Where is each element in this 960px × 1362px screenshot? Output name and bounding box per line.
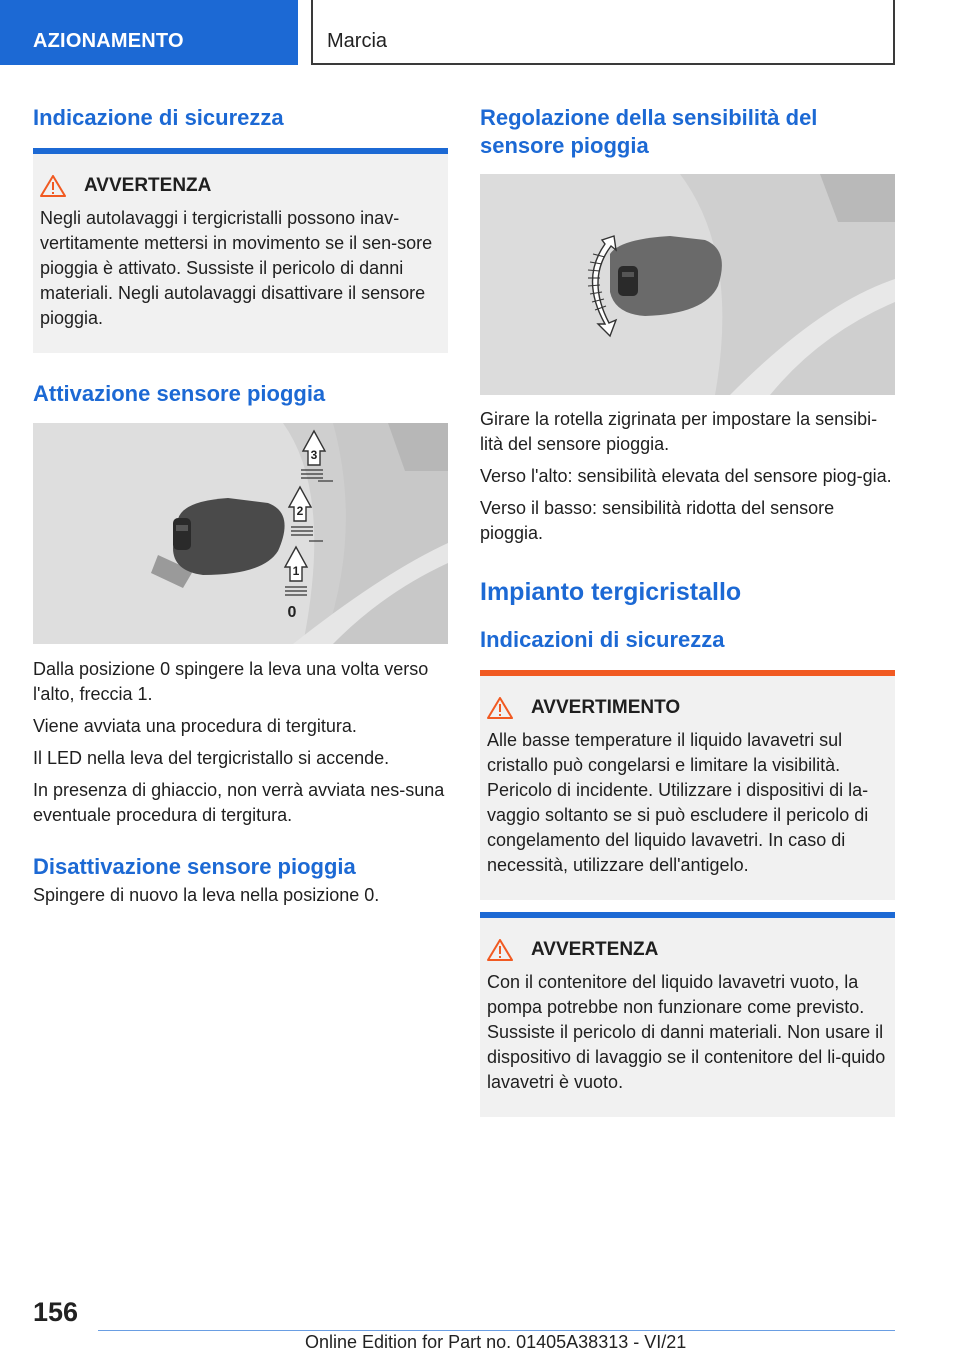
- warning-box: [480, 918, 895, 1117]
- warning-title-text: AVVERTENZA: [531, 939, 659, 960]
- chapter-title: Marcia: [311, 0, 895, 65]
- heading-safety: Indicazione di sicurezza: [33, 105, 284, 130]
- paragraph: Verso il basso: sensibilità ridotta del sensore pioggia.: [480, 498, 835, 543]
- paragraph: Il LED nella leva del tergicristallo si accende.: [33, 748, 390, 768]
- warning-title: [487, 696, 887, 720]
- paragraph: In presenza di ghiaccio, non verrà avviata nes-suna eventuale procedura di tergitura.: [33, 780, 445, 825]
- paragraph: Dalla posizione 0 spingere la leva una volta verso l'alto, freccia 1.: [33, 659, 429, 704]
- heading-activation: Attivazione sensore pioggia: [33, 381, 326, 406]
- figure-label-3: 3: [310, 448, 318, 462]
- figure-sensitivity-wheel: [480, 174, 895, 395]
- left-column: [33, 100, 448, 908]
- warning-box: [480, 676, 895, 900]
- footer-edition: Online Edition for Part no. 01405A38313 - VI/21: [305, 1332, 687, 1352]
- warning-text: Con il contenitore del liquido lavavetri vuoto, la pompa potrebbe non funzionare come previsto. Sussiste il pericolo di danni materiali. Non usare il dispositivo di lavaggio se il contenitore del li-quido lavavetri è vuoto.: [487, 972, 886, 1092]
- warning-title: [40, 174, 440, 198]
- warning-title-text: AVVERTIMENTO: [531, 697, 681, 718]
- paragraph: Spingere di nuovo la leva nella posizione 0.: [33, 885, 380, 905]
- warning-triangle-icon: [487, 938, 519, 962]
- figure-label-2: 2: [296, 504, 304, 518]
- page-number: 156: [33, 1297, 79, 1327]
- warning-triangle-icon: [40, 174, 72, 198]
- heading-deactivation: Disattivazione sensore pioggia: [33, 854, 356, 879]
- warning-title: [487, 938, 887, 962]
- figure-label-1: 1: [292, 564, 300, 578]
- paragraph: Viene avviata una procedura di tergitura.: [33, 716, 357, 736]
- footer-rule: [98, 1330, 895, 1331]
- warning-text: Negli autolavaggi i tergicristalli possono inav-vertitamente mettersi in movimento se il sen-sore pioggia è attivato. Sussiste il pericolo di danni materiali. Negli autolavaggi disattivare il sensore pioggia.: [40, 208, 433, 328]
- right-column: [480, 100, 895, 1117]
- figure-label-0: 0: [287, 604, 297, 621]
- warning-box: [33, 154, 448, 353]
- warning-text: Alle basse temperature il liquido lavavetri sul cristallo può congelarsi e limitare la visibilità. Pericolo di incidente. Utilizzare i dispositivi di la-vaggio soltanto se si può escludere il pericolo di congelamento del liquido lavavetri. In caso di necessità, utilizzare dell'antigelo.: [487, 730, 869, 875]
- warning-title-text: AVVERTENZA: [84, 175, 212, 196]
- heading-wiper-system: Impianto tergicristallo: [480, 578, 742, 606]
- heading-safety-notes: Indicazioni di sicurezza: [480, 627, 725, 652]
- figure-rain-sensor-activation: [33, 423, 448, 644]
- paragraph: Girare la rotella zigrinata per impostare la sensibi-lità del sensore pioggia.: [480, 409, 878, 454]
- heading-sensitivity: Regolazione della sensibilità del sensore pioggia: [480, 105, 818, 158]
- warning-triangle-icon: [487, 696, 519, 720]
- section-tab: AZIONAMENTO: [0, 0, 298, 65]
- paragraph: Verso l'alto: sensibilità elevata del sensore piog-gia.: [480, 466, 892, 486]
